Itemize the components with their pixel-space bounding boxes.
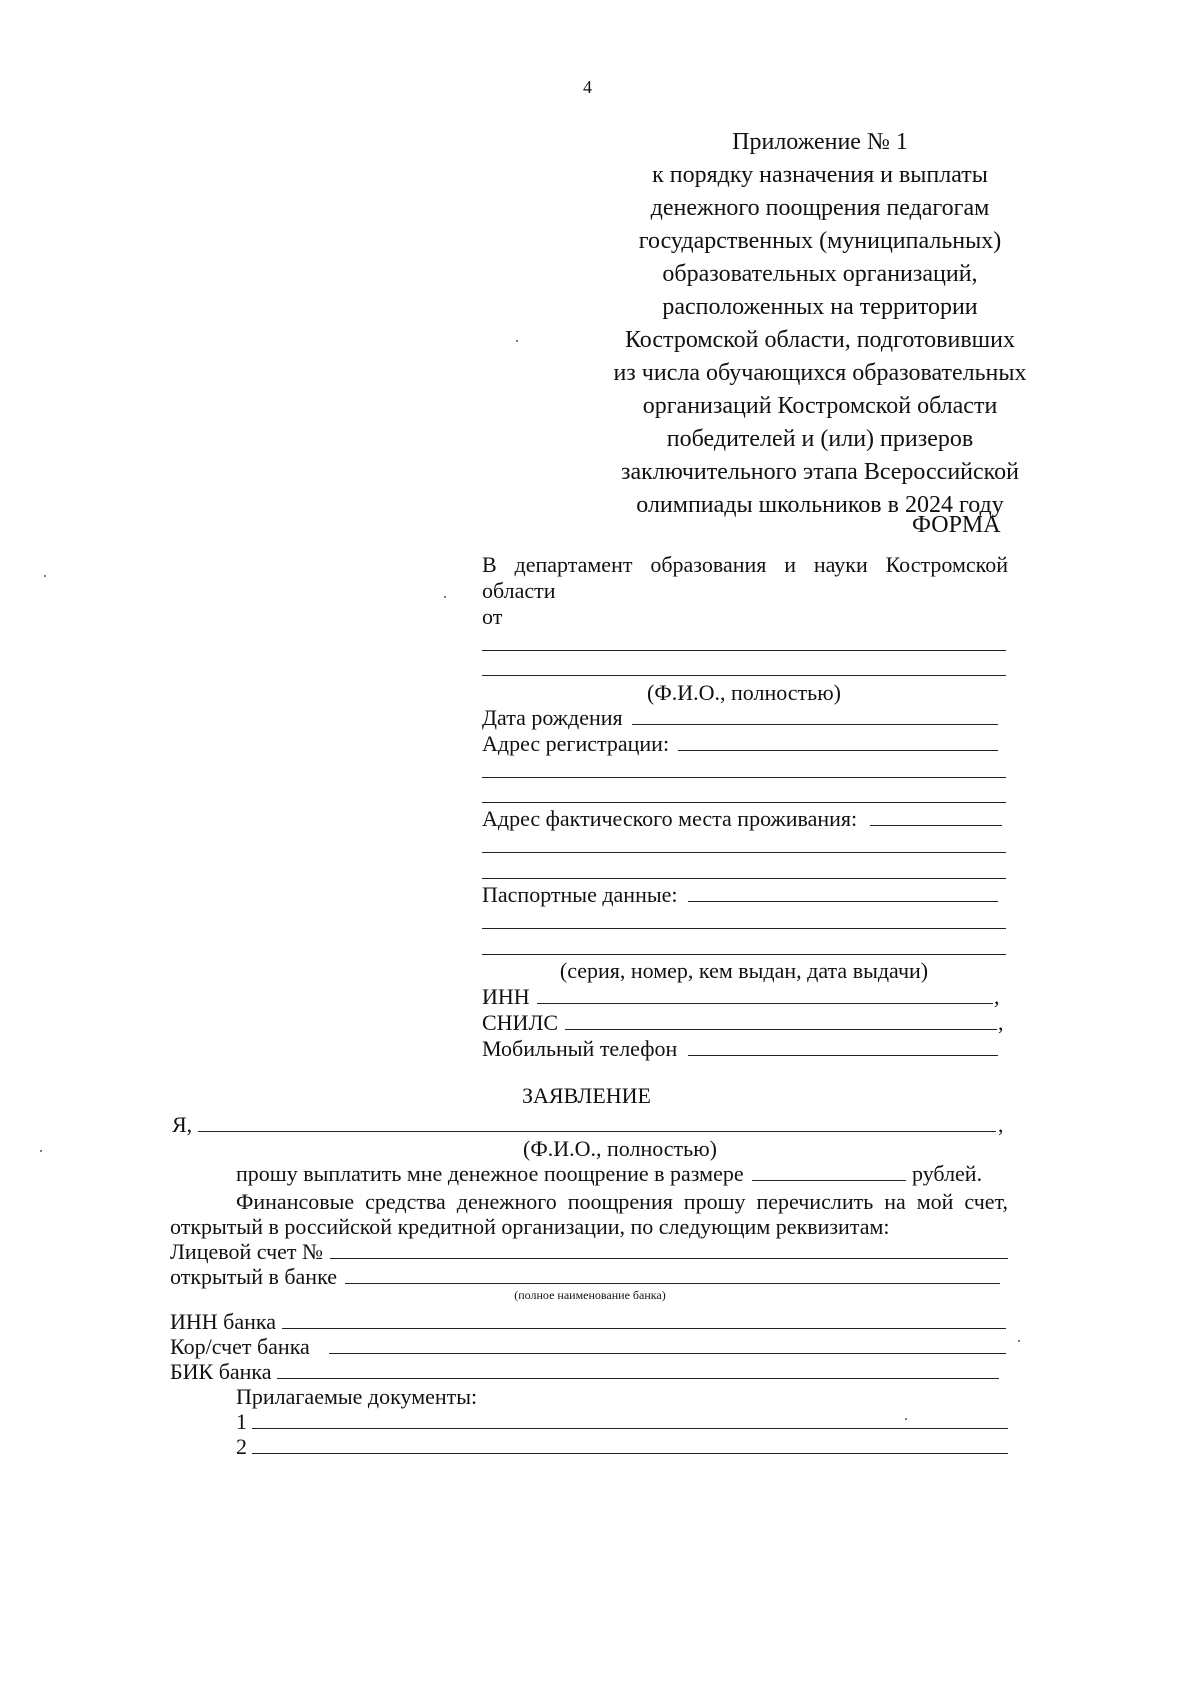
appendix-line: образовательных организаций,	[662, 261, 978, 287]
appendix-line: государственных (муниципальных)	[638, 228, 1002, 254]
addressee-line-1: В департамент образования и науки Костромской	[482, 552, 1008, 577]
fio-caption: (Ф.И.О., полностью)	[647, 680, 841, 705]
appendix-line: расположенных на территории	[662, 294, 978, 320]
snils-label: СНИЛС	[482, 1010, 559, 1035]
page-number: 4	[583, 77, 592, 97]
actual-address-field[interactable]	[870, 825, 1002, 826]
attached-docs-label: Прилагаемые документы:	[236, 1384, 478, 1409]
scan-speck	[516, 340, 518, 342]
actual-address-field-2[interactable]	[482, 852, 1006, 853]
from-label: от	[482, 604, 503, 629]
appendix-title: Приложение № 1	[732, 129, 908, 155]
snils-field[interactable]	[565, 1029, 997, 1030]
bik-label: БИК банка	[170, 1359, 272, 1384]
request-suffix: рублей.	[912, 1161, 983, 1186]
snils-comma: ,	[998, 1010, 1004, 1035]
request-prefix: прошу выплатить мне денежное поощрение в размере	[236, 1161, 744, 1186]
scan-speck	[40, 1150, 42, 1152]
bank-opened-label: открытый в банке	[170, 1264, 337, 1289]
appendix-line: заключительного этапа Всероссийской	[621, 459, 1019, 485]
passport-field-3[interactable]	[482, 954, 1006, 955]
scan-speck	[444, 596, 446, 598]
doc-number-2: 2	[236, 1434, 247, 1459]
scan-speck	[1018, 1340, 1020, 1342]
appendix-line: к порядку назначения и выплаты	[652, 162, 988, 188]
actual-address-field-3[interactable]	[482, 878, 1006, 879]
statement-name-field[interactable]	[198, 1131, 996, 1132]
form-label: ФОРМА	[912, 512, 1001, 538]
inn-label: ИНН	[482, 984, 530, 1009]
doc-2-field[interactable]	[252, 1453, 1008, 1454]
reg-address-field[interactable]	[678, 750, 998, 751]
inn-comma: ,	[994, 984, 1000, 1009]
birth-date-field[interactable]	[632, 724, 998, 725]
bank-inn-field[interactable]	[282, 1328, 1006, 1329]
reg-address-field-3[interactable]	[482, 802, 1006, 803]
bank-caption: (полное наименование банка)	[514, 1288, 666, 1302]
mobile-label: Мобильный телефон	[482, 1036, 678, 1061]
doc-number-1: 1	[236, 1409, 247, 1434]
appendix-line: олимпиады школьников в 2024 году	[636, 492, 1004, 518]
passport-label: Паспортные данные:	[482, 882, 678, 907]
account-label: Лицевой счет №	[170, 1239, 324, 1264]
statement-comma: ,	[998, 1112, 1004, 1137]
mobile-field[interactable]	[688, 1055, 998, 1056]
amount-field[interactable]	[752, 1180, 906, 1181]
reg-address-field-2[interactable]	[482, 777, 1006, 778]
appendix-line: организаций Костромской области	[642, 393, 998, 419]
funds-line-2: открытый в российской кредитной организации, по следующим реквизитам:	[170, 1214, 890, 1239]
doc-1-field[interactable]	[252, 1428, 1008, 1429]
appendix-header	[560, 126, 1080, 522]
statement-title: ЗАЯВЛЕНИЕ	[522, 1083, 651, 1108]
passport-field[interactable]	[688, 901, 998, 902]
bank-inn-label: ИНН банка	[170, 1309, 277, 1334]
appendix-line: победителей и (или) призеров	[666, 426, 974, 452]
scan-speck	[44, 575, 46, 577]
reg-address-label: Адрес регистрации:	[482, 731, 670, 756]
birth-date-label: Дата рождения	[482, 705, 623, 730]
passport-field-2[interactable]	[482, 928, 1006, 929]
addressee-line-2: области	[482, 578, 556, 603]
inn-field[interactable]	[537, 1003, 993, 1004]
appendix-line: Костромской области, подготовивших	[624, 327, 1016, 353]
bik-field[interactable]	[277, 1378, 999, 1379]
appendix-line: денежного поощрения педагогам	[650, 195, 990, 221]
corr-account-label: Кор/счет банка	[170, 1334, 310, 1359]
appendix-line: из числа обучающихся образовательных	[613, 360, 1027, 386]
scan-speck	[905, 1418, 907, 1420]
account-field[interactable]	[330, 1258, 1008, 1259]
statement-i: Я,	[172, 1112, 193, 1137]
statement-fio-caption: (Ф.И.О., полностью)	[523, 1136, 717, 1161]
corr-account-field[interactable]	[329, 1353, 1006, 1354]
funds-line-1: Финансовые средства денежного поощрения прошу перечислить на мой счет,	[236, 1189, 1008, 1214]
bank-name-field[interactable]	[345, 1283, 1000, 1284]
applicant-name-field[interactable]	[482, 650, 1006, 651]
passport-caption: (серия, номер, кем выдан, дата выдачи)	[559, 958, 929, 983]
applicant-name-field-2[interactable]	[482, 675, 1006, 676]
actual-address-label: Адрес фактического места проживания:	[482, 806, 858, 831]
